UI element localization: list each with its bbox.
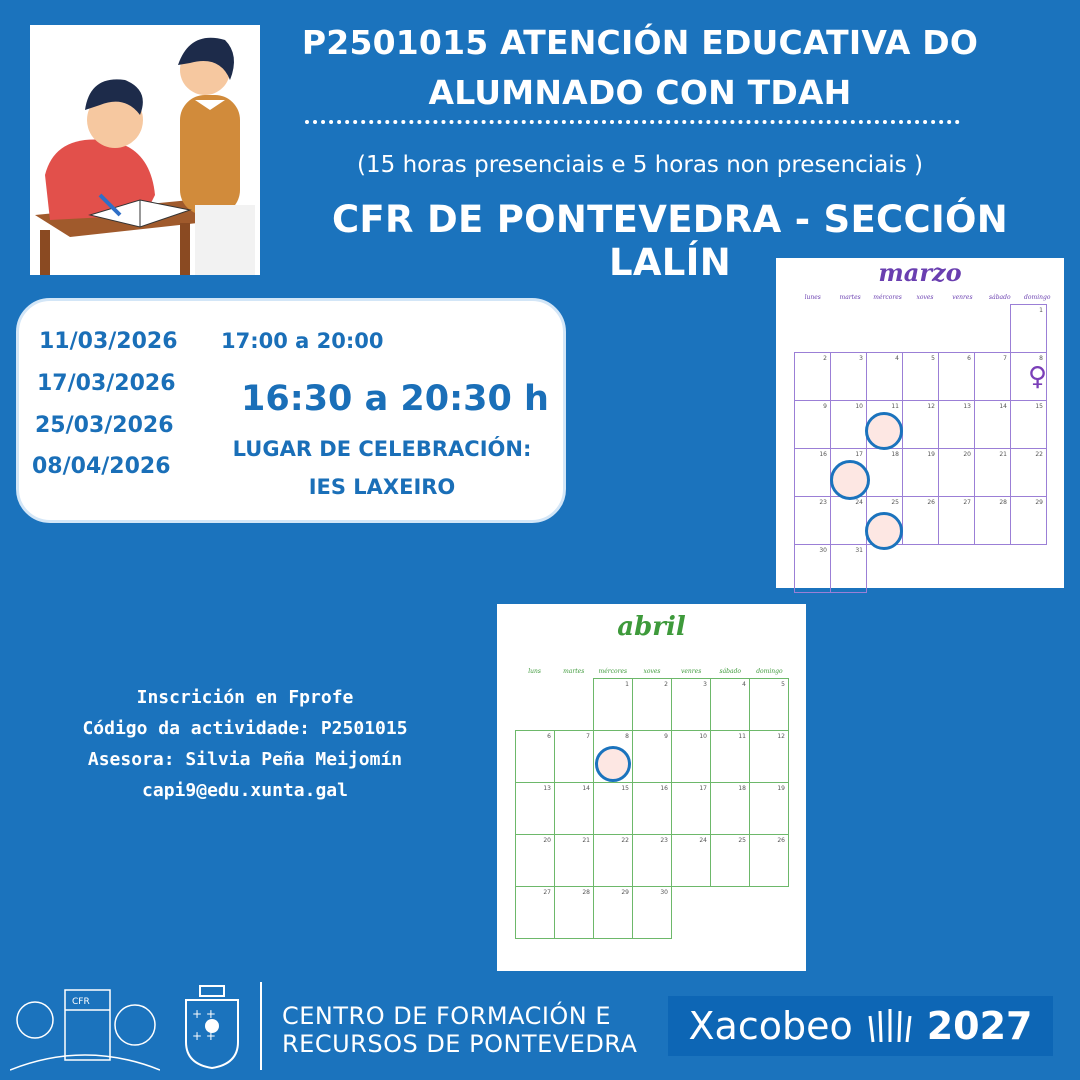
- teacher-student-illustration: [30, 25, 260, 275]
- april-week-row: [516, 679, 789, 731]
- march-day-cell: 26: [903, 497, 939, 545]
- svg-text:+ +: + +: [192, 1007, 216, 1021]
- registration-info: [30, 682, 460, 806]
- april-day-cell: 28: [555, 887, 594, 939]
- april-day-cell: 19: [750, 783, 789, 835]
- march-day-cell: 25: [867, 497, 903, 545]
- april-8-marker-icon: [595, 746, 631, 782]
- april-day-cell: 2: [633, 679, 672, 731]
- march-day-cell: 29: [1011, 497, 1047, 545]
- info-activity-code: Código da actividade: P2501015: [82, 718, 408, 739]
- april-day-cell: 30: [633, 887, 672, 939]
- april-day-name: luns: [528, 668, 541, 675]
- april-day-name: xoves: [643, 668, 661, 675]
- march-week-row: [795, 497, 1047, 545]
- march-week-row: [795, 401, 1047, 449]
- march-daynames: [794, 294, 1056, 301]
- march-title: marzo: [878, 258, 962, 287]
- footer: [0, 972, 1080, 1080]
- march-day-cell: [795, 305, 831, 353]
- march-day-cell: [831, 305, 867, 353]
- march-day-cell: 22: [1011, 449, 1047, 497]
- footer-divider: [260, 982, 262, 1070]
- april-day-name: domingo: [756, 668, 783, 675]
- april-day-cell: 18: [711, 783, 750, 835]
- march-day-name: martes: [839, 294, 861, 301]
- march-day-cell: [1011, 545, 1047, 593]
- march-day-cell: [975, 305, 1011, 353]
- march-grid: [794, 304, 1047, 593]
- april-title: abril: [617, 612, 686, 642]
- april-day-cell: 26: [750, 835, 789, 887]
- march-day-cell: 5: [903, 353, 939, 401]
- march-day-cell: 19: [903, 449, 939, 497]
- march-day-cell: 31: [831, 545, 867, 593]
- march-day-cell: 8: [1011, 353, 1047, 401]
- xacobeo-word: Xacobeo: [688, 1004, 853, 1048]
- april-day-cell: 11: [711, 731, 750, 783]
- svg-text:+ +: + +: [192, 1029, 216, 1043]
- march-week-row: [795, 305, 1047, 353]
- april-day-cell: 22: [594, 835, 633, 887]
- april-day-cell: 27: [516, 887, 555, 939]
- schedule-card: [16, 298, 566, 523]
- april-day-cell: 17: [672, 783, 711, 835]
- march-day-cell: 10: [831, 401, 867, 449]
- march-day-name: lunes: [804, 294, 821, 301]
- galicia-coat-of-arms-icon: [180, 982, 244, 1070]
- april-day-cell: [750, 887, 789, 939]
- xacobeo-logo: [668, 996, 1053, 1056]
- march-day-cell: 3: [831, 353, 867, 401]
- first-session-time: 17:00 a 20:00: [221, 329, 384, 353]
- march-day-cell: 28: [975, 497, 1011, 545]
- march-day-cell: [867, 545, 903, 593]
- april-day-cell: 4: [711, 679, 750, 731]
- march-day-cell: 9: [795, 401, 831, 449]
- place-name: IES LAXEIRO: [308, 475, 456, 499]
- april-day-cell: [711, 887, 750, 939]
- info-registration: Inscrición en Fprofe: [136, 687, 354, 708]
- march-day-cell: 6: [939, 353, 975, 401]
- april-daynames: [515, 668, 789, 675]
- centro-name: [282, 1002, 637, 1058]
- calendar-march: [776, 258, 1064, 588]
- april-day-cell: 24: [672, 835, 711, 887]
- march-week-row: [795, 545, 1047, 593]
- march-day-cell: [903, 305, 939, 353]
- april-day-name: mércores: [598, 668, 628, 675]
- march-day-cell: 20: [939, 449, 975, 497]
- event-title: [250, 18, 1030, 118]
- march-day-cell: 21: [975, 449, 1011, 497]
- session-date-2: 17/03/2026: [37, 371, 176, 396]
- april-day-cell: [672, 887, 711, 939]
- april-day-name: venres: [680, 668, 702, 675]
- march-day-cell: [939, 545, 975, 593]
- female-symbol-icon: ♀: [1028, 362, 1048, 392]
- april-day-cell: 21: [555, 835, 594, 887]
- march-day-cell: 18: [867, 449, 903, 497]
- session-date-1: 11/03/2026: [39, 329, 178, 354]
- april-day-cell: 15: [594, 783, 633, 835]
- april-day-cell: 29: [594, 887, 633, 939]
- april-week-row: [516, 731, 789, 783]
- march-day-cell: 13: [939, 401, 975, 449]
- march-day-cell: 24: [831, 497, 867, 545]
- scallop-shell-icon: [865, 1006, 915, 1046]
- march-day-name: venres: [952, 294, 973, 301]
- centro-line-1: CENTRO DE FORMACIÓN E: [282, 1002, 612, 1030]
- march-day-cell: 12: [903, 401, 939, 449]
- april-day-cell: 8: [594, 731, 633, 783]
- info-email[interactable]: capi9@edu.xunta.gal: [142, 780, 348, 801]
- session-time: 16:30 a 20:30 h: [241, 379, 549, 419]
- april-day-cell: 13: [516, 783, 555, 835]
- april-day-cell: [555, 679, 594, 731]
- march-17-marker-icon: [830, 460, 870, 500]
- march-day-cell: [867, 305, 903, 353]
- hours-subtitle: (15 horas presenciais e 5 horas non presenciais ): [357, 152, 923, 178]
- dotted-divider: [305, 120, 960, 124]
- cfr-building-logo-icon: [10, 980, 160, 1072]
- march-25-marker-icon: [865, 512, 903, 550]
- march-day-cell: 16: [795, 449, 831, 497]
- april-day-cell: 10: [672, 731, 711, 783]
- march-day-cell: 1: [1011, 305, 1047, 353]
- session-date-4: 08/04/2026: [32, 454, 171, 479]
- march-day-cell: 11: [867, 401, 903, 449]
- april-day-cell: 23: [633, 835, 672, 887]
- april-day-cell: 20: [516, 835, 555, 887]
- place-label: LUGAR DE CELEBRACIÓN:: [232, 437, 532, 461]
- april-day-name: martes: [563, 668, 585, 675]
- info-advisor: Asesora: Silvia Peña Meijomín: [87, 749, 403, 770]
- center-heading: CFR DE PONTEVEDRA - SECCIÓN LALÍN: [331, 198, 1009, 284]
- april-day-cell: 1: [594, 679, 633, 731]
- april-day-cell: 7: [555, 731, 594, 783]
- march-day-cell: 15: [1011, 401, 1047, 449]
- april-week-row: [516, 783, 789, 835]
- april-week-row: [516, 835, 789, 887]
- march-day-cell: 30: [795, 545, 831, 593]
- april-day-cell: 14: [555, 783, 594, 835]
- session-date-3: 25/03/2026: [35, 413, 174, 438]
- march-day-cell: 17: [831, 449, 867, 497]
- march-day-cell: 27: [939, 497, 975, 545]
- april-day-cell: 5: [750, 679, 789, 731]
- march-11-marker-icon: [865, 412, 903, 450]
- april-grid: [515, 678, 789, 939]
- march-day-cell: 14: [975, 401, 1011, 449]
- march-day-cell: 4: [867, 353, 903, 401]
- xacobeo-year: 2027: [926, 1004, 1033, 1048]
- april-day-cell: 25: [711, 835, 750, 887]
- april-day-name: sábado: [719, 668, 742, 675]
- title-line-2: ALUMNADO CON TDAH: [428, 73, 852, 112]
- title-line-1: P2501015 ATENCIÓN EDUCATIVA DO: [301, 23, 979, 62]
- march-day-cell: 23: [795, 497, 831, 545]
- march-day-cell: 2: [795, 353, 831, 401]
- march-day-name: domingo: [1024, 294, 1051, 301]
- march-day-name: sábado: [989, 294, 1011, 301]
- calendar-april: [497, 604, 806, 971]
- april-day-cell: [516, 679, 555, 731]
- cfr-logo-text: CFR: [72, 997, 90, 1007]
- march-day-cell: 7: [975, 353, 1011, 401]
- march-day-cell: [903, 545, 939, 593]
- april-day-cell: 6: [516, 731, 555, 783]
- march-day-name: xoves: [916, 294, 934, 301]
- april-week-row: [516, 887, 789, 939]
- march-day-name: mércores: [873, 294, 902, 301]
- april-day-cell: 9: [633, 731, 672, 783]
- april-day-cell: 16: [633, 783, 672, 835]
- april-day-cell: 3: [672, 679, 711, 731]
- april-day-cell: 12: [750, 731, 789, 783]
- march-day-cell: [975, 545, 1011, 593]
- centro-line-2: RECURSOS DE PONTEVEDRA: [282, 1030, 638, 1058]
- march-day-cell: [939, 305, 975, 353]
- march-week-row: [795, 353, 1047, 401]
